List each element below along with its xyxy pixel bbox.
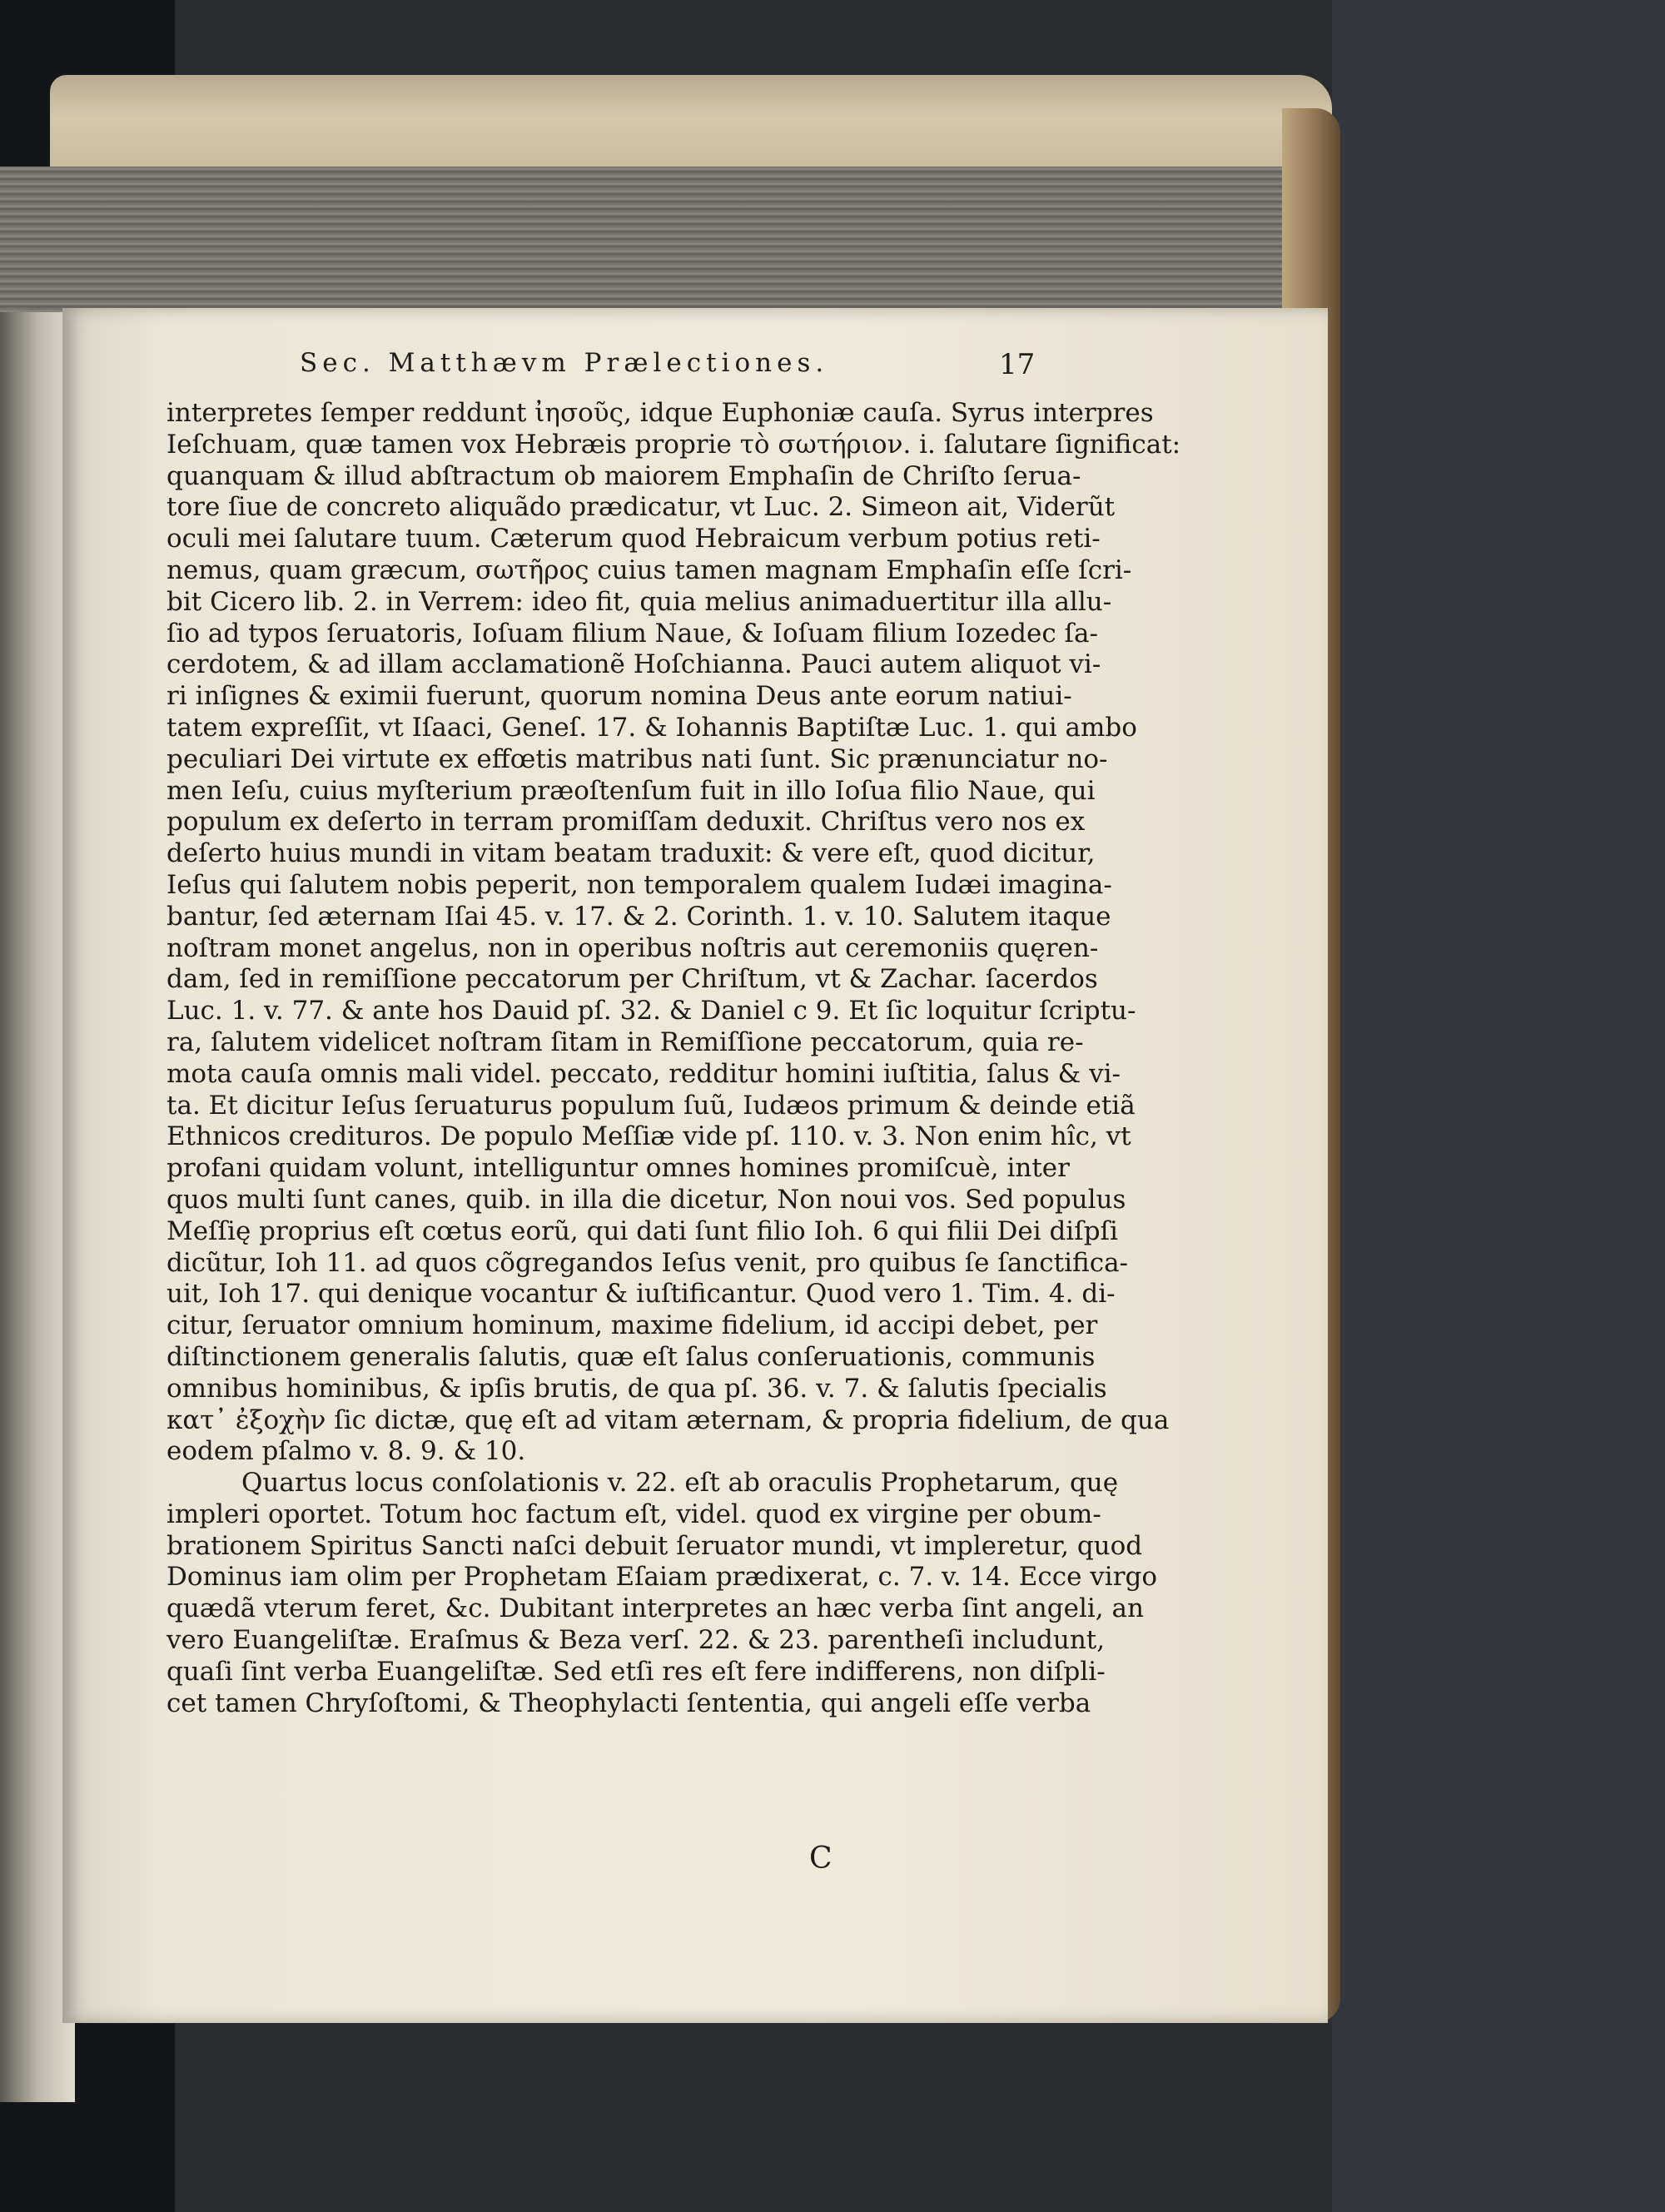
text-line: impleri oportet. Totum hoc factum eſt, videl. quod ex virgine per obum-: [166, 1499, 1101, 1529]
text-line: quanquam & illud abſtractum ob maiorem Emphaſin de Chriſto ſerua-: [166, 460, 1081, 491]
text-line: Quartus locus conſolationis v. 22. eſt ab oraculis Prophetarum, quę: [241, 1468, 1119, 1499]
text-line: bantur, ſed æternam Iſai 45. v. 17. & 2. Corinth. 1. v. 10. Salutem itaque: [166, 901, 1111, 932]
text-line: ra, ſalutem videlicet noſtram ſitam in Remiſſione peccatorum, quia re-: [166, 1026, 1084, 1057]
text-line: Ethnicos credituros. De populo Meſſiæ vide pſ. 110. v. 3. Non enim hîc, vt: [166, 1121, 1131, 1152]
text-line: Ieſchuam, quæ tamen vox Hebræis proprie τὸ σωτήριον. i. ſalutare ſignificat:: [166, 429, 1181, 460]
text-line: nemus, quam græcum, σωτῆρος cuius tamen magnam Emphaſin eſſe ſcri-: [166, 554, 1132, 585]
text-line: quos multi ſunt canes, quib. in illa die dicetur, Non noui vos. Sed populus: [166, 1184, 1126, 1215]
text-line: κατ᾽ ἐξοχὴν ſic dictæ, quę eſt ad vitam æternam, & propria fidelium, de qua: [166, 1404, 1170, 1435]
text-line: omnibus hominibus, & ipſis brutis, de qua pſ. 36. v. 7. & ſalutis ſpecialis: [166, 1373, 1107, 1404]
text-line: quaſi ſint verba Euangeliſtæ. Sed etſi res eſt fere indifferens, non diſpli-: [166, 1656, 1106, 1687]
running-head: Sec. Matthævm Prælectiones.: [300, 348, 829, 378]
text-line: interpretes ſemper reddunt ἰησοῦς, idque Euphoniæ cauſa. Syrus interpres: [166, 398, 1154, 428]
text-line: brationem Spiritus Sancti naſci debuit ſeruator mundi, vt impleretur, quod: [166, 1530, 1143, 1561]
text-line: noſtram monet angelus, non in operibus noſtris aut ceremoniis quęren-: [166, 932, 1099, 963]
text-line: oculi mei ſalutare tuum. Cæterum quod Hebraicum verbum potius reti-: [166, 524, 1101, 554]
text-line: bit Cicero lib. 2. in Verrem: ideo fit, quia melius animaduertitur illa allu-: [166, 586, 1112, 617]
text-line: peculiari Dei virtute ex effœtis matribus nati ſunt. Sic prænunciatur no-: [166, 743, 1108, 774]
text-line: cerdotem, & ad illam acclamationẽ Hoſchianna. Pauci autem aliquot vi-: [166, 649, 1101, 680]
text-line: tatem expreſſit, vt Iſaaci, Geneſ. 17. & Iohannis Baptiſtæ Luc. 1. qui ambo: [166, 712, 1137, 743]
text-line: populum ex deſerto in terram promiſſam deduxit. Chriſtus vero nos ex: [166, 807, 1086, 838]
text-line: profani quidam volunt, intelliguntur omnes homines promiſcuè, inter: [166, 1153, 1070, 1184]
page-number: 17: [999, 348, 1036, 381]
text-line: tore ſiue de concreto aliquãdo prædicatur, vt Luc. 2. Simeon ait, Viderũt: [166, 492, 1116, 523]
text-line: deſerto huius mundi in vitam beatam traduxit: & vere eſt, quod dicitur,: [166, 838, 1096, 869]
book-page-edges: [0, 167, 1299, 316]
text-line: men Ieſu, cuius myſterium præoſtenſum fuit in illo Ioſua filio Naue, qui: [166, 775, 1096, 806]
text-line: ta. Et dicitur Ieſus ſeruaturus populum ſuũ, Iudæos primum & deinde etiã: [166, 1090, 1136, 1121]
text-line: diſtinctionem generalis ſalutis, quæ eſt ſalus conſeruationis, communis: [166, 1341, 1096, 1372]
text-line: eodem pſalmo v. 8. 9. & 10.: [166, 1436, 526, 1467]
text-line: Luc. 1. v. 77. & ante hos Dauid pſ. 32. & Daniel c 9. Et ſic loquitur ſcriptu-: [166, 996, 1136, 1026]
background-table-right: [1332, 0, 1665, 2212]
text-line: uit, Ioh 17. qui denique vocantur & iuſtificantur. Quod vero 1. Tim. 4. di-: [166, 1279, 1116, 1310]
page-text-body: [166, 398, 1181, 1719]
text-line: dam, ſed in remiſſione peccatorum per Chriſtum, vt & Zachar. ſacerdos: [166, 964, 1098, 995]
text-line: ſio ad typos ſeruatoris, Ioſuam filium Naue, & Ioſuam filium Iozedec ſa-: [166, 618, 1098, 649]
text-line: Dominus iam olim per Prophetam Eſaiam prædixerat, c. 7. v. 14. Ecce virgo: [166, 1562, 1158, 1593]
text-line: vero Euangeliſtæ. Eraſmus & Beza verſ. 22. & 23. parentheſi includunt,: [166, 1625, 1106, 1656]
text-line: Ieſus qui ſalutem nobis peperit, non temporalem qualem Iudæi imagina-: [166, 869, 1112, 900]
text-line: citur, ſeruator omnium hominum, maxime fidelium, id accipi debet, per: [166, 1310, 1098, 1341]
text-line: cet tamen Chryſoſtomi, & Theophylacti ſententia, qui angeli eſſe verba: [166, 1688, 1091, 1718]
text-line: quædã vterum feret, &c. Dubitant interpretes an hæc verba ſint angeli, an: [166, 1593, 1144, 1624]
text-line: Meſſię proprius eſt cœtus eorũ, qui dati ſunt filio Ioh. 6 qui filii Dei diſpſi: [166, 1215, 1118, 1246]
signature-mark: C: [809, 1842, 832, 1876]
text-line: dicũtur, Ioh 11. ad quos cõgregandos Ieſus venit, pro quibus ſe ſanctifica-: [166, 1247, 1129, 1278]
text-line: ri inſignes & eximii fuerunt, quorum nomina Deus ante eorum natiui-: [166, 681, 1072, 712]
text-line: mota cauſa omnis mali videl. peccato, redditur homini iuſtitia, ſalus & vi-: [166, 1058, 1121, 1089]
